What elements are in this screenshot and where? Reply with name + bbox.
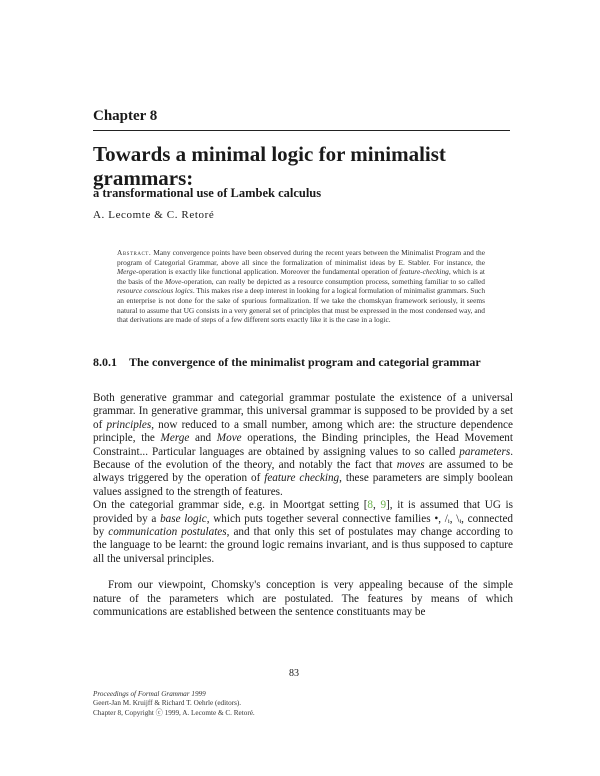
body-emph: moves bbox=[396, 459, 425, 472]
paragraph: From our viewpoint, Chomsky's conception is very appealing because of the simple nature of the parameters which are postulated. The features by means of which communications are established between the sentence constituants may be bbox=[93, 579, 513, 619]
abstract-emph: Merge bbox=[117, 267, 137, 277]
body-span: , which puts together several connective families •, /ᵢ, \ᵢ, connected by bbox=[93, 512, 514, 539]
section-title: The convergence of the minimalist program and categorial grammar bbox=[129, 355, 481, 369]
abstract-emph: feature-checking bbox=[399, 267, 449, 277]
citation-link[interactable]: 8 bbox=[367, 499, 374, 512]
body-emph: base logic bbox=[160, 512, 207, 525]
body-emph: communication postulates bbox=[108, 526, 227, 539]
section-heading bbox=[93, 355, 513, 370]
body-span: , bbox=[373, 499, 381, 512]
abstract-text: Many convergence points have been observed during the recent years between the Minimalist Program and the program of Categorial Grammar, above all since the formalization of minimalist ideas by E. Stabler. For instance, the bbox=[117, 248, 485, 267]
body-emph: feature checking bbox=[264, 472, 340, 485]
page-number: 83 bbox=[289, 668, 299, 679]
body-span: are assumed to be always triggered by the operation of bbox=[93, 459, 513, 485]
body-span: , and that only this set of postulates may change according to the language to be learnt: the ground logic remains invariant, and is thus supposed to capture all the universal principles. bbox=[93, 526, 513, 565]
abstract-text: . This makes rise a deep interest in looking for a logical formulation of minimalist grammars. Such an enterprise is not done for the sake of spurious formalization. If we take the chomskyan framework seriously, it seems natural to assume that UG consists in a very general set of principles that must be expressed in the most condensed way, and that derivations are made of steps of a few different sorts exactly like it is the case in a logic. bbox=[117, 286, 486, 325]
body-emph: parameters bbox=[459, 445, 511, 458]
chapter-rule bbox=[93, 130, 510, 131]
footer-proceedings: Proceedings of Formal Grammar 1999 bbox=[93, 690, 206, 698]
footer-editors: Geert-Jan M. Kruijff & Richard T. Oehrle (editors). bbox=[93, 699, 242, 708]
body-span: and bbox=[189, 432, 217, 445]
abstract-text: -operation, can really be depicted as a resource consumption process, something familiar to so called bbox=[181, 276, 485, 286]
body-span: , now reduced to a small number, among which are: the structure dependence principle, the bbox=[93, 418, 513, 445]
chapter-title: Towards a minimal logic for minimalist grammars: bbox=[93, 142, 446, 190]
citation-link[interactable]: 9 bbox=[380, 499, 387, 512]
body-emph: Move bbox=[216, 432, 242, 445]
body-span: On the categorial grammar side, e.g. in Moortgat setting [ bbox=[93, 499, 368, 512]
body-span: ], it is assumed that UG is provided by a bbox=[93, 499, 513, 525]
section-number: 8.0.1 bbox=[93, 355, 117, 369]
abstract-text: , which is at the basis of the bbox=[117, 267, 485, 286]
abstract bbox=[117, 248, 485, 325]
body-span: Both generative grammar and categorial grammar postulate the existence of a universal grammar. In generative grammar, this universal grammar is supposed to be provided by a set of bbox=[93, 392, 513, 431]
footer-copyright: Chapter 8, Copyright ⓒ 1999, A. Lecomte & C. Retoré. bbox=[93, 708, 255, 717]
paragraph bbox=[93, 499, 513, 566]
chapter-label: Chapter 8 bbox=[93, 108, 158, 124]
abstract-text: -operation is exactly like functional application. Moreover the fundamental operation of bbox=[136, 267, 400, 277]
chapter-authors: A. Lecomte & C. Retoré bbox=[93, 209, 215, 221]
abstract-emph: Move bbox=[164, 276, 182, 286]
body-emph: principles bbox=[106, 418, 152, 431]
body-emph: Merge bbox=[160, 432, 190, 445]
body-text bbox=[93, 392, 513, 620]
body-span: . Because of the evolution of the theory, and notably the fact that bbox=[93, 445, 513, 472]
chapter-subtitle: a transformational use of Lambek calculus bbox=[93, 186, 322, 200]
abstract-label: Abstract. bbox=[117, 248, 152, 257]
paragraph bbox=[93, 392, 513, 499]
body-span: operations, the Binding principles, the Head Movement Constraint... Particular languages are obtained by assigning values to so called bbox=[93, 432, 513, 458]
body-span: , these parameters are simply boolean values assigned to the strength of features. bbox=[93, 472, 514, 498]
abstract-emph: resource conscious logics bbox=[117, 286, 193, 296]
footer bbox=[93, 690, 255, 718]
